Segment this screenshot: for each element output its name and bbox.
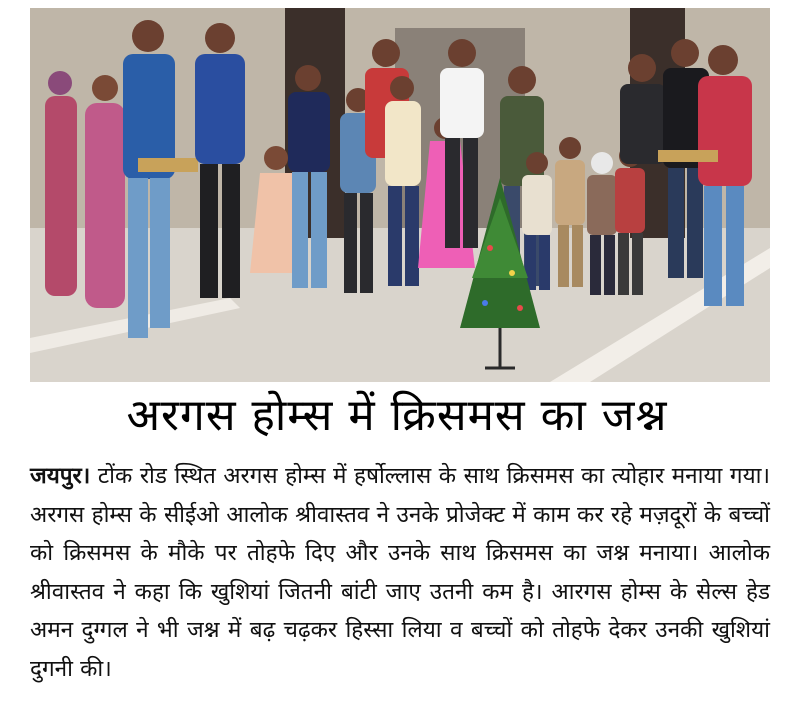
news-photo [30, 8, 770, 382]
cropped-previous-text [30, 0, 770, 8]
article-body [30, 457, 770, 688]
photo-illustration [30, 8, 770, 382]
article-text: टोंक रोड स्थित अरगस होम्स में हर्षोल्लास के साथ क्रिसमस का त्योहार मनाया गया। अरगस होम्स के सीईओ आलोक श्रीवास्तव ने उनके प्रोजेक्ट में काम कर रहे मज़दूरों के बच्चों को क्रिसमस के मौके पर तोहफे दिए और उनके साथ क्रिसमस का जश्न मनाया। आलोक श्रीवास्तव ने कहा कि खुशियां जितनी बांटी जाए उतनी कम है। आरगस होम्स के सेल्स हेड अमन दुग्गल ने भी जश्न में बढ़ चढ़कर हिस्सा लिया व बच्चों को तोहफे देकर उनकी खुशियां दुगनी की। [30, 463, 770, 682]
headline: अरगस होम्स में क्रिसमस का जश्न [126, 390, 668, 441]
person [45, 71, 77, 296]
dateline: जयपुर। [30, 463, 91, 489]
person [85, 75, 125, 308]
